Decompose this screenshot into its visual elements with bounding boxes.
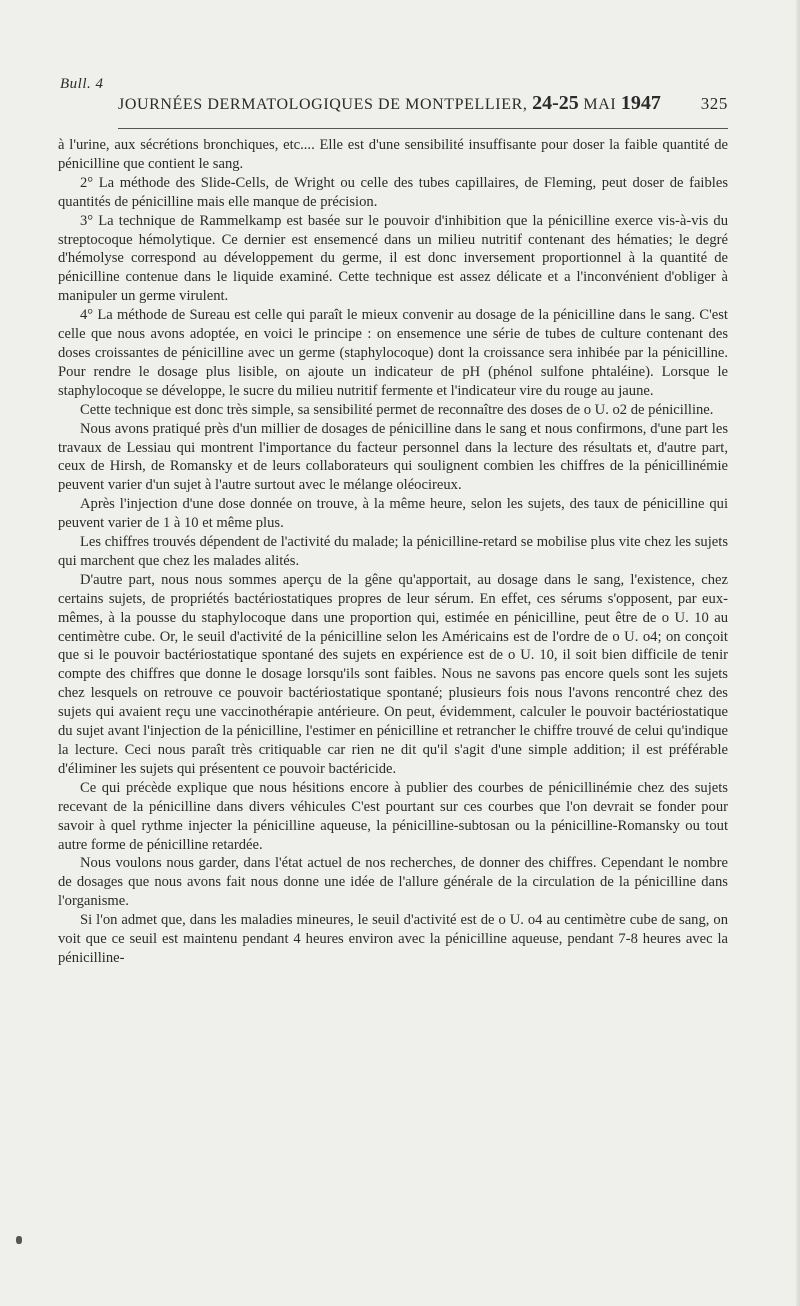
header-dates: 24-25 (532, 92, 579, 114)
header-year: 1947 (620, 92, 661, 114)
header-title: JOURNÉES DERMATOLOGIQUES DE MONTPELLIER, (118, 96, 528, 113)
running-title (118, 92, 661, 115)
header-rule (118, 128, 728, 129)
paragraph: Les chiffres trouvés dépendent de l'activité du malade; la pénicilline-retard se mobilise plus vite chez les sujets qui marchent que chez les malades alités. (58, 534, 728, 569)
header-month: MAI (583, 96, 617, 113)
paragraph: Après l'injection d'une dose donnée on trouve, à la même heure, selon les sujets, des taux de pénicilline qui peuvent varier de 1 à 10 et même plus. (58, 496, 728, 532)
ink-speck (16, 1236, 22, 1244)
paragraph: 3° La technique de Rammelkamp est basée sur le pouvoir d'inhibition que la pénicilline exerce vis-à-vis du streptocoque hémolytique. Ce dernier est ensemencé dans un milieu nutritif contenant des hématies; le degré d'hémolyse correspond au développement du germe, il est donc inversement proportionnel à la quantité de pénicilline contenue dans le liquide examiné. Cette technique est assez délicate et a l'inconvénient d'obliger à manipuler un germe virulent. (58, 212, 728, 305)
page-number: 325 (700, 94, 728, 113)
paragraph: Ce qui précède explique que nous hésitions encore à publier des courbes de pénicillinémie chez des sujets recevant de la pénicilline dans divers véhicules C'est pourtant sur ces courbes que l'on devrait se fonder pour savoir à quel rythme injecter la pénicilline aqueuse, la pénicilline-subtosan ou la pénicilline-Romansky ou tout autre forme de pénicilline retardée. (58, 779, 728, 853)
paragraph: Nous avons pratiqué près d'un millier de dosages de pénicilline dans le sang et nous confirmons, d'une part les travaux de Lessiau qui montrent l'importance du facteur personnel dans la lecture des résultats et, d'autre part, ceux de Hirsh, de Romansky et de leurs collaborateurs qui soulignent combien les chiffres de la pénicillinémie peuvent varier d'un sujet à l'autre surtout avec le mélange oléocireux. (58, 420, 728, 494)
bulletin-number: Bull. 4 (60, 76, 104, 92)
paragraph: à l'urine, aux sécrétions bronchiques, etc.... Elle est d'une sensibilité insuffisante pour doser la faible quantité de pénicilline que contient le sang. (58, 137, 728, 172)
running-header (118, 92, 728, 115)
paragraph: Cette technique est donc très simple, sa sensibilité permet de reconnaître des doses de o U. o2 de pénicilline. (80, 401, 714, 418)
page-edge (796, 0, 800, 1306)
paragraph: 4° La méthode de Sureau est celle qui paraît le mieux convenir au dosage de la pénicilline dans le sang. C'est celle que nous avons adoptée, en voici le principe : on ensemence une série de tubes de culture contenant des doses croissantes de pénicilline avec un germe (staphylocoque) dont la croissance sera inhibée par la pénicilline. Pour rendre le dosage plus lisible, on ajoute un indicateur de pH (phénol sulfone phtaléine). Lorsque le staphylocoque se développe, le sucre du milieu nutritif fermente et l'indicateur vire du rouge au jaune. (58, 307, 728, 399)
paragraph: D'autre part, nous nous sommes aperçu de la gêne qu'apportait, au dosage dans le sang, l'existence, chez certains sujets, de propriétés bactériostatiques propres de leur sérum. En effet, ces sérums s'opposent, par eux-mêmes, à la pousse du staphylocoque dans une proportion qui, estimée en pénicilline, peut être de o U. 10 au centimètre cube. Or, le seuil d'activité de la pénicilline selon les Américains est de l'ordre de o U. o4; on conçoit que si le pouvoir bactériostatique spontané des sujets en expérience est de o U. 10, il soit bien difficile de tenir compte des chiffres que donne le dosage lorsqu'ils sont faibles. Nous ne savons pas encore quels sont les sujets chez lesquels on retrouve ce pouvoir bactériostatique spontané; plusieurs fois nous l'avons rencontré chez des sujets qui avaient reçu une vaccinothérapie antérieure. On peut, évidemment, calculer le pouvoir bactériostatique du sujet avant l'injection de la pénicilline, l'estimer en pénicilline et retrancher le chiffre trouvé de celui qu'indique la lecture. Ceci nous paraît très critiquable car rien ne dit qu'il s'agit d'une simple addition; il est préférable d'éliminer les sujets qui présentent ce pouvoir bactéricide. (58, 571, 728, 777)
paragraph: 2° La méthode des Slide-Cells, de Wright ou celle des tubes capillaires, de Fleming, peut doser de faibles quantités de pénicilline mais elle manque de précision. (58, 174, 728, 210)
body-text (58, 136, 728, 968)
paragraph: Nous voulons nous garder, dans l'état actuel de nos recherches, de donner des chiffres. Cependant le nombre de dosages que nous avons fait nous donne une idée de l'allure générale de la circulation de la pénicilline dans l'organisme. (58, 855, 728, 910)
paragraph: Si l'on admet que, dans les maladies mineures, le seuil d'activité est de o U. o4 au centimètre cube de sang, on voit que ce seuil est maintenu pendant 4 heures environ avec la pénicilline aqueuse, pendant 7-8 heures avec la pénicilline- (58, 912, 728, 966)
